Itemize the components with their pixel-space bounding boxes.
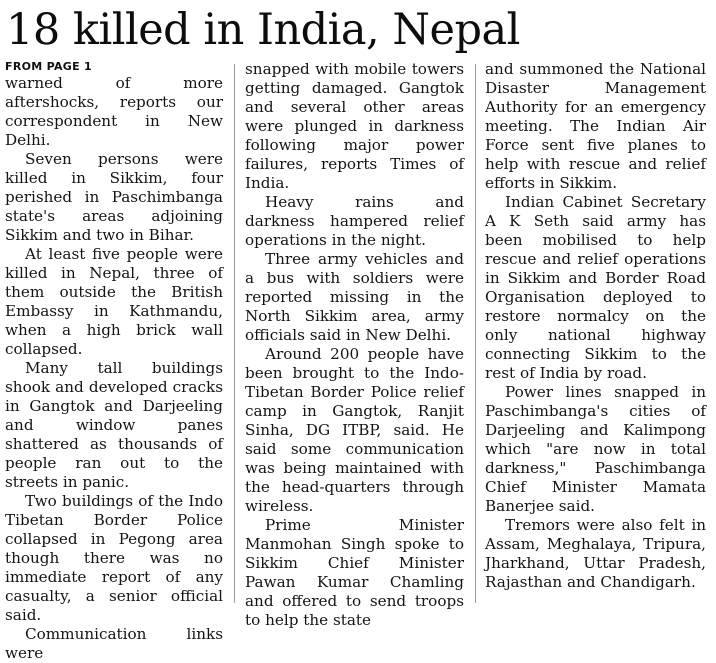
paragraph: At least five people were killed in Nepal, three of them outside the British Embassy in Kathmandu, when a high brick wall collapsed. <box>5 245 223 358</box>
paragraph: Indian Cabinet Secretary A K Seth said army has been mobilised to help rescue and relief operations in Sikkim and Border Road Organisation deployed to restore normalcy on the only national highway connecting Sikkim to the rest of India by road. <box>485 193 706 382</box>
column-rule <box>234 64 235 603</box>
paragraph: Heavy rains and darkness hampered relief operations in the night. <box>245 193 464 249</box>
paragraph: Communication links were <box>5 625 223 662</box>
paragraph: Three army vehicles and a bus with soldiers were reported missing in the North Sikkim area, army officials said in New Delhi. <box>245 250 464 344</box>
paragraph: Many tall buildings shook and developed cracks in Gangtok and Darjeeling and window panes shattered as thousands of people ran out to the streets in panic. <box>5 359 223 491</box>
paragraph: snapped with mobile towers getting damaged. Gangtok and several other areas were plunged in darkness following major power failures, reports Times of India. <box>245 60 464 192</box>
paragraph: Tremors were also felt in Assam, Meghalaya, Tripura, Jharkhand, Uttar Pradesh, Rajasthan and Chandigarh. <box>485 516 706 591</box>
paragraph: Around 200 people have been brought to the Indo-Tibetan Border Police relief camp in Gangtok, Ranjit Sinha, DG ITBP, said. He said some communication was being maintained with the head-quarters through wireless. <box>245 345 464 515</box>
column-rule <box>475 64 476 603</box>
paragraph: Power lines snapped in Paschimbanga's cities of Darjeeling and Kalimpong which "are now in total darkness," Paschimbanga Chief Minister Mamata Banerjee said. <box>485 383 706 515</box>
continuation-kicker: FROM PAGE 1 <box>5 60 93 73</box>
paragraph: Prime Minister Manmohan Singh spoke to Sikkim Chief Minister Pawan Kumar Chamling and offered to send troops to help the state <box>245 516 464 629</box>
paragraph: and summoned the National Disaster Management Authority for an emergency meeting. The Indian Air Force sent five planes to help with rescue and relief efforts in Sikkim. <box>485 60 706 192</box>
article-column-3 <box>485 60 706 607</box>
headline: 18 killed in India, Nepal <box>6 5 520 55</box>
article-column-1 <box>5 60 223 662</box>
article-column-2 <box>245 60 464 629</box>
paragraph: Seven persons were killed in Sikkim, four perished in Paschimbanga state's areas adjoining Sikkim and two in Bihar. <box>5 150 223 244</box>
paragraph: warned of more aftershocks, reports our correspondent in New Delhi. <box>5 74 223 149</box>
paragraph: Two buildings of the Indo Tibetan Border Police collapsed in Pegong area though there was no immediate report of any casualty, a senior official said. <box>5 492 223 624</box>
